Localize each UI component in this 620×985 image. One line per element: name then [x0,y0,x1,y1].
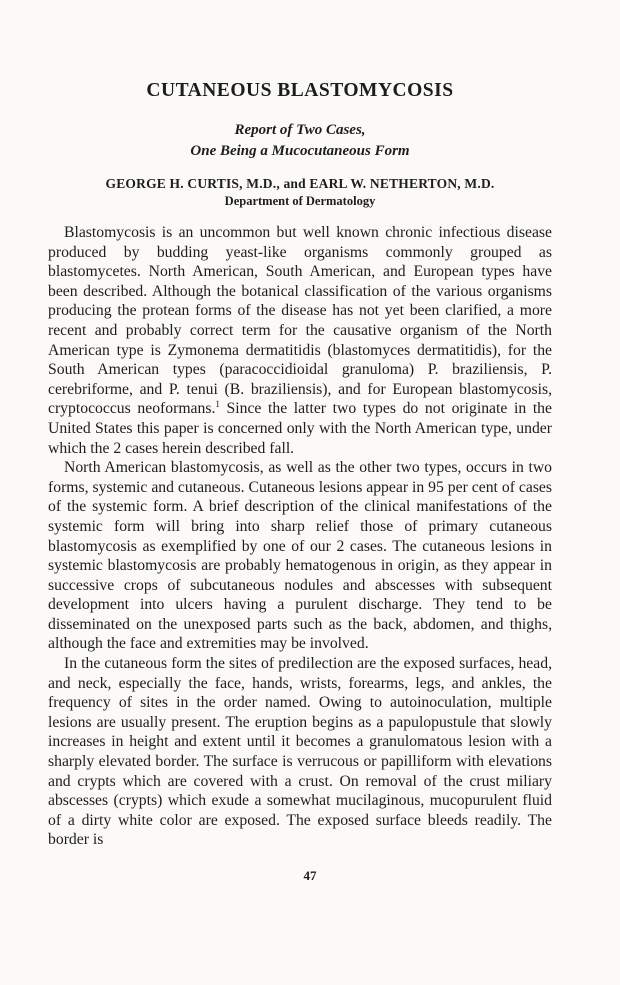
page-number: 47 [303,868,317,883]
paragraph-1-continuation: Since the latter two types do not originate in the United States this paper is concerned only with the North American type, under which the 2 cases herein described fall. [48,400,552,457]
body-paragraph-2: North American blastomycosis, as well as the other two types, occurs in two forms, systemic and cutaneous. Cutaneous lesions appear in 95 per cent of cases of the systemic form. A brief description of the clinical manifestations of the systemic form will bring into sharp relief those of primary cutaneous blastomycosis as exemplified by one of our 2 cases. The cutaneous lesions in systemic blastomycosis are probably hematogenous in origin, as they appear in successive crops of subcutaneous nodules and abscesses with subsequent development into ulcers having a purulent discharge. They tend to be disseminated on the unexposed parts such as the back, abdomen, and thighs, although the face and extremities may be involved. [48,459,552,653]
article-subtitle-line-2: One Being a Mucocutaneous Form [190,143,410,159]
body-paragraph-1 [48,223,552,458]
paragraph-1-text: Blastomycosis is an uncommon but well known chronic infectious disease produced by budding yeast-like organisms commonly grouped as blastomycetes. North American, South American, and European types have been described. Although the botanical classification of the various organisms producing the protean forms of the disease has not yet been clarified, a more recent and probably correct term for the causative organism of the North American type is Zymonema dermatitidis (blastomyces dermatitidis), for the South American types (paracoccidioidal granuloma) P. braziliensis, P. cerebriforme, and P. tenui (B. braziliensis), and for European blastomycosis, cryptococcus neoformans. [48,224,552,418]
article-page [48,72,552,850]
article-title: CUTANEOUS BLASTOMYCOSIS [146,80,454,101]
footnote-reference-1: 1 [215,399,220,410]
article-authors: GEORGE H. CURTIS, M.D., and EARL W. NETHERTON, M.D. [105,176,495,191]
article-subtitle-line-1: Report of Two Cases, [234,122,366,138]
article-body [48,223,552,850]
article-department: Department of Dermatology [224,194,376,208]
body-paragraph-3: In the cutaneous form the sites of predilection are the exposed surfaces, head, and neck, especially the face, hands, wrists, forearms, legs, and ankles, the frequency of sites in the order named. Owing to autoinoculation, multiple lesions are usually present. The eruption begins as a papulopustule that slowly increases in height and extent until it becomes a granulomatous lesion with a sharply elevated border. The surface is verrucous or papilliform with elevations and crypts which are covered with a crust. On removal of the crust miliary abscesses (crypts) which exude a somewhat mucilaginous, mucopurulent fluid of a dirty white color are exposed. The exposed surface bleeds readily. The border is [48,655,552,849]
